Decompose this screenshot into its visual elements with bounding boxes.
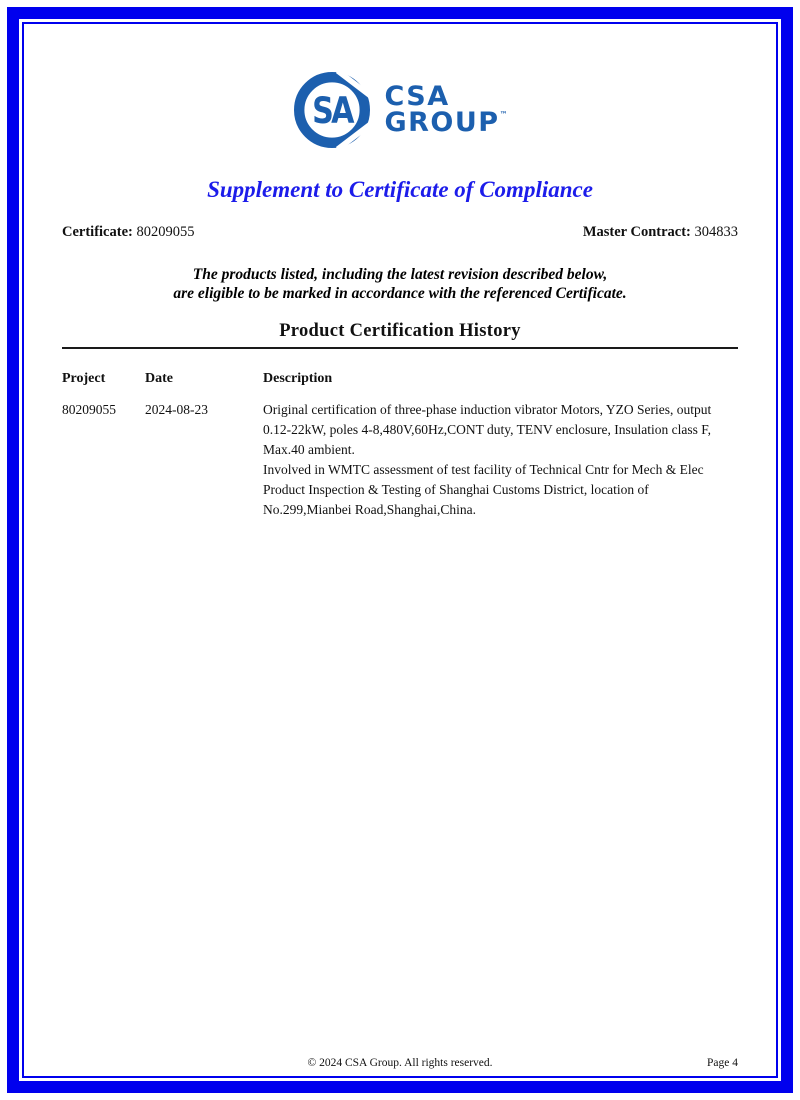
page-number: Page 4 (707, 1057, 738, 1069)
certificate-value: 80209055 (136, 224, 195, 240)
certificate-label: Certificate: (62, 224, 133, 240)
heading-rule (62, 347, 738, 349)
column-header-description: Description (263, 370, 333, 386)
cell-date: 2024-08-23 (145, 401, 208, 417)
master-contract-value: 304833 (694, 224, 738, 240)
section-heading: Product Certification History (279, 320, 521, 341)
trademark-symbol: ™ (499, 110, 508, 119)
page-footer (62, 1057, 738, 1069)
csa-group-logo (62, 70, 738, 150)
wordmark-line2: GROUP™ (384, 107, 508, 138)
csa-group-wordmark (384, 80, 508, 138)
column-header-date: Date (145, 370, 173, 386)
csa-mark-icon (292, 70, 372, 150)
eligibility-statement (62, 266, 738, 304)
master-contract-label: Master Contract: (582, 224, 691, 240)
certification-history-table (62, 371, 738, 520)
page-content (24, 24, 776, 1076)
description-paragraph: Original certification of three-phase induction vibrator Motors, YZO Series, output 0.12-22kW, poles 4-8,480V,60Hz,CONT duty, TENV enclosure, Insulation class F, Max.40 ambient. (263, 401, 715, 457)
cell-description (263, 400, 738, 520)
cell-project: 80209055 (62, 401, 116, 417)
svg-text:SA: SA (312, 88, 353, 132)
statement-line2: are eligible to be marked in accordance with the referenced Certificate. (173, 284, 627, 302)
description-paragraph: Involved in WMTC assessment of test facility of Technical Cntr for Mech & Elec Product Inspection & Testing of Shanghai Customs District, location of No.299,Mianbei Road,Shanghai,China. (263, 461, 707, 517)
outer-blue-border (7, 7, 793, 1093)
wordmark-line1: CSA (384, 80, 450, 112)
table-row (62, 400, 738, 520)
table-header-row (62, 371, 738, 387)
inner-blue-border (22, 22, 778, 1078)
certificate-info-row (62, 224, 738, 241)
master-contract (583, 224, 738, 241)
copyright-text: © 2024 CSA Group. All rights reserved. (307, 1057, 493, 1069)
certificate-number (62, 224, 194, 241)
statement-line1: The products listed, including the latest revision described below, (192, 266, 608, 283)
column-header-project: Project (62, 370, 106, 386)
document-title: Supplement to Certificate of Compliance (207, 177, 593, 202)
